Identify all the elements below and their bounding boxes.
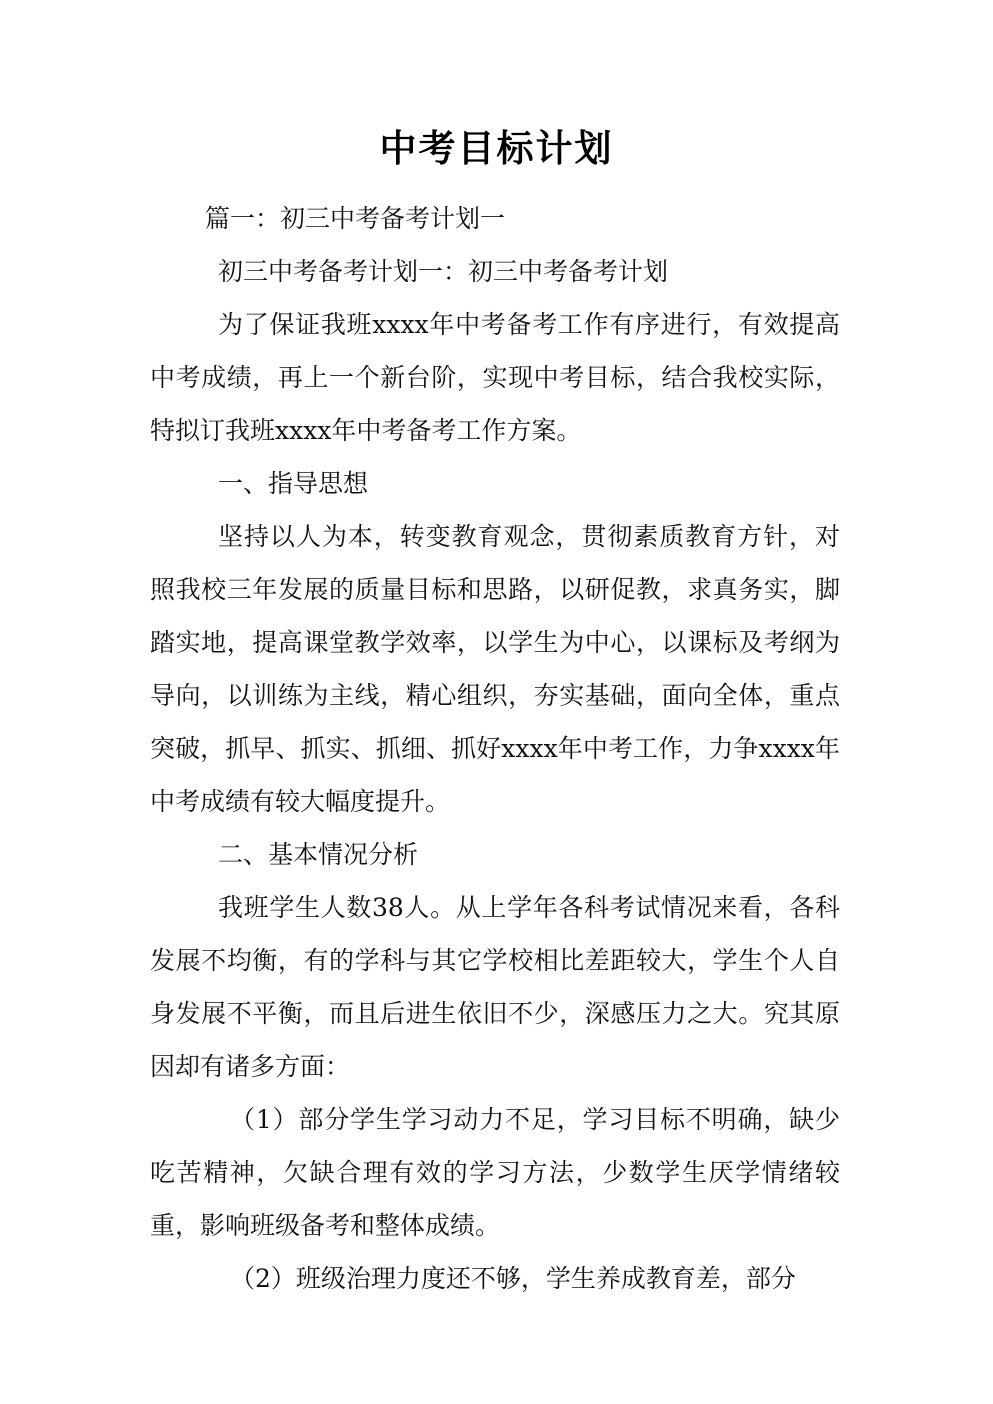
paragraph-section-heading: 篇一：初三中考备考计划一 [205, 204, 506, 233]
heading-situation-analysis: 二、基本情况分析 [218, 840, 419, 869]
paragraph-item-1: （1）部分学生学习动力不足，学习目标不明确，缺少吃苦精神，欠缺合理有效的学习方法，少数学生厌学情绪较重，影响班级备考和整体成绩。 [150, 1105, 840, 1240]
heading-guiding-ideology: 一、指导思想 [218, 469, 369, 498]
document-title: 中考目标计划 [379, 126, 614, 170]
document-body [150, 192, 840, 1305]
paragraph-situation-analysis: 我班学生人数38人。从上学年各科考试情况来看，各科发展不均衡，有的学科与其它学校相比差距较大，学生个人自身发展不平衡，而且后进生依旧不少，深感压力之大。究其原因却有诸多方面： [150, 893, 840, 1081]
paragraph-intro: 为了保证我班xxxx年中考备考工作有序进行，有效提高中考成绩，再上一个新台阶，实现中考目标，结合我校实际，特拟订我班xxxx年中考备考工作方案。 [150, 310, 840, 445]
paragraph-guiding-ideology: 坚持以人为本，转变教育观念，贯彻素质教育方针，对照我校三年发展的质量目标和思路，以研促教，求真务实，脚踏实地，提高课堂教学效率，以学生为中心，以课标及考纲为导向，以训练为主线，精心组织，夯实基础，面向全体，重点突破，抓早、抓实、抓细、抓好xxxx年中考工作，力争xxxx年中考成绩有较大幅度提升。 [150, 522, 840, 816]
paragraph-item-2: （2）班级治理力度还不够，学生养成教育差，部分 [230, 1264, 796, 1293]
paragraph-subtitle: 初三中考备考计划一：初三中考备考计划 [218, 257, 669, 286]
